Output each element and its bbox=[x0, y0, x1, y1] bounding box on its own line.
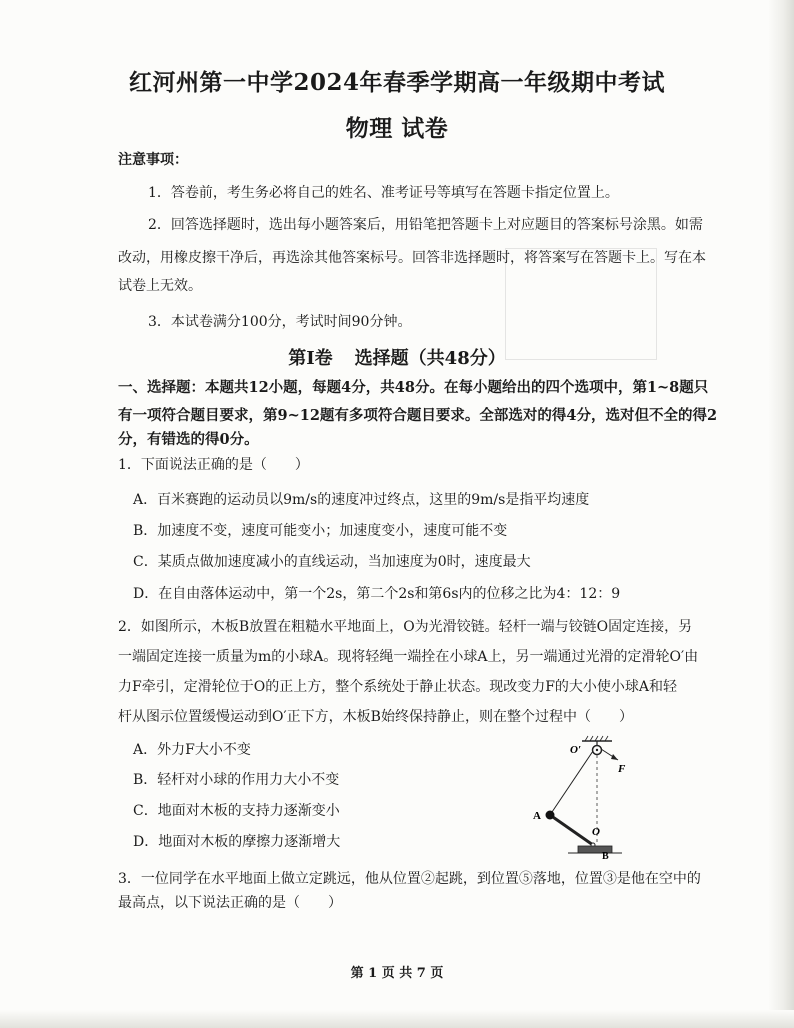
question-1-stem: 1．下面说法正确的是（ ） bbox=[118, 457, 309, 473]
exam-title: 红河州第一中学2024年春季学期高一年级期中考试 bbox=[128, 69, 665, 96]
notice-item-2-line-1: 2．回答选择题时，选出每小题答案后，用铅笔把答题卡上对应题目的答案标号涂黑。如需 bbox=[148, 217, 703, 233]
notice-item-1: 1．答卷前，考生务必将自己的姓名、准考证号等填写在答题卡指定位置上。 bbox=[148, 185, 619, 201]
question-2-stem-line-1: 2．如图所示，木板B放置在粗糙水平地面上，O为光滑铰链。轻杆一端与铰链O固定连接，另 bbox=[118, 619, 693, 635]
label-ball: A bbox=[533, 810, 541, 822]
scan-edge-right bbox=[768, 0, 794, 1028]
label-board: B bbox=[602, 851, 609, 860]
question-1-option-d: D．在自由落体运动中，第一个2s，第二个2s和第6s内的位移之比为4：12：9 bbox=[133, 586, 621, 602]
instructions-line-1: 一、选择题：本题共12小题，每题4分，共48分。在每小题给出的四个选项中，第1~8题只 bbox=[118, 379, 709, 396]
question-1-option-c: C．某质点做加速度减小的直线运动，当加速度为0时，速度最大 bbox=[133, 554, 531, 570]
scan-edge-bottom bbox=[0, 1010, 794, 1028]
instructions-line-2: 有一项符合题目要求，第9~12题有多项符合题目要求。全部选对的得4分，选对但不全的得2 bbox=[118, 407, 718, 424]
question-2-stem-line-4: 杆从图示位置缓慢运动到O′正下方，木板B始终保持静止，则在整个过程中（ ） bbox=[118, 709, 633, 725]
notice-item-2-line-2: 改动，用橡皮擦干净后，再选涂其他答案标号。回答非选择题时，将答案写在答题卡上。写在本 bbox=[118, 250, 706, 266]
section-part: 第Ⅰ卷 bbox=[288, 348, 333, 369]
question-2-option-a: A．外力F大小不变 bbox=[133, 742, 251, 758]
exam-subject: 物理 试卷 bbox=[345, 115, 449, 142]
question-2-figure bbox=[530, 735, 640, 860]
question-2-option-c: C．地面对木板的支持力逐渐变小 bbox=[133, 803, 340, 819]
question-2-option-b: B．轻杆对小球的作用力大小不变 bbox=[133, 772, 340, 788]
ball-a bbox=[546, 811, 555, 820]
question-1-option-a: A．百米赛跑的运动员以9m/s的速度冲过终点，这里的9m/s是指平均速度 bbox=[133, 492, 590, 508]
question-2-option-d: D．地面对木板的摩擦力逐渐增大 bbox=[133, 834, 341, 850]
label-force: F bbox=[618, 763, 626, 775]
question-3-stem-line-2: 最高点，以下说法正确的是（ ） bbox=[118, 895, 342, 911]
instructions-line-3: 分，有错选的得0分。 bbox=[118, 431, 259, 448]
question-1-option-b: B．加速度不变，速度可能变小；加速度变小，速度可能不变 bbox=[133, 523, 508, 539]
section-heading bbox=[0, 344, 794, 370]
label-pulley: O′ bbox=[570, 744, 582, 756]
page-number: 第 1 页 共 7 页 bbox=[350, 966, 444, 981]
question-2-stem-line-3: 力F牵引，定滑轮位于O的正上方，整个系统处于静止状态。现改变力F的大小使小球A和轻 bbox=[118, 679, 678, 695]
force-arrow-icon bbox=[611, 754, 618, 760]
label-hinge: O bbox=[592, 826, 600, 838]
notice-item-3: 3．本试卷满分100分，考试时间90分钟。 bbox=[148, 314, 412, 330]
notice-item-2-line-3: 试卷上无效。 bbox=[118, 278, 202, 294]
light-rod bbox=[550, 815, 593, 845]
question-3-stem-line-1: 3．一位同学在水平地面上做立定跳远，他从位置②起跳，到位置⑤落地，位置③是他在空中的 bbox=[118, 871, 701, 887]
rope-to-ball bbox=[550, 751, 593, 815]
notice-heading: 注意事项： bbox=[118, 152, 188, 168]
section-name: 选择题（共48分） bbox=[354, 348, 506, 369]
question-2-stem-line-2: 一端固定连接一质量为m的小球A。现将轻绳一端拴在小球A上，另一端通过光滑的定滑轮O′由 bbox=[118, 649, 699, 665]
